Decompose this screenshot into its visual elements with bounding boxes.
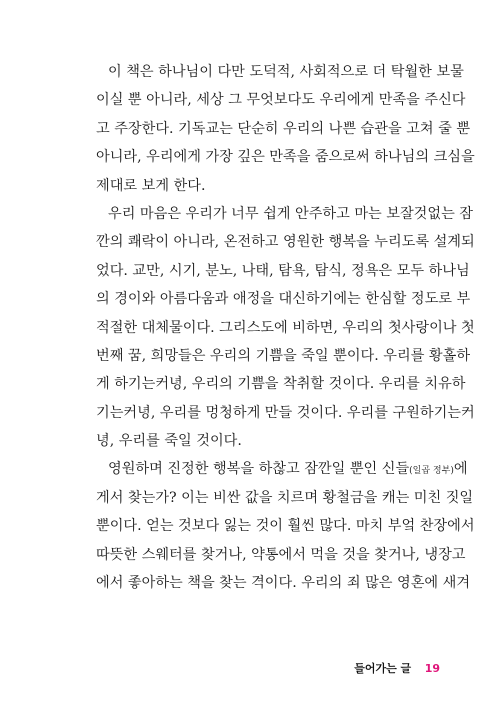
text-line: 에서 좋아하는 책을 찾는 격이다. 우리의 죄 많은 영혼에 새겨 — [96, 575, 471, 592]
body-text — [96, 58, 475, 597]
text-line: 이실 뿐 아니라, 세상 그 무엇보다도 우리에게 만족을 주신다 — [96, 92, 466, 109]
text-line: 었다. 교만, 시기, 분노, 나태, 탐욕, 탐식, 정욕은 모두 하나님 — [96, 262, 470, 279]
page-footer — [354, 660, 440, 676]
text-line: 따뜻한 스웨터를 찾거나, 약통에서 먹을 것을 찾거나, 냉장고 — [96, 546, 466, 563]
text-line: 뿐이다. 얻는 것보다 잃는 것이 훨씬 많다. 마치 부엌 찬장에서 — [96, 518, 475, 535]
section-title: 들어가는 글 — [354, 662, 412, 675]
text-line: 번째 꿈, 희망들은 우리의 기쁨을 죽일 뿐이다. 우리를 황홀하 — [96, 347, 471, 364]
text-line: 게 하기는커녕, 우리의 기쁨을 착취할 것이다. 우리를 치유하 — [96, 376, 466, 393]
text-line: 고 주장한다. 기독교는 단순히 우리의 나쁜 습관을 고쳐 줄 뿐 — [96, 120, 471, 137]
text-line: 기는커녕, 우리를 멍청하게 만들 것이다. 우리를 구원하기는커 — [96, 404, 475, 421]
text-line: 의 경이와 아름다움과 애정을 대신하기에는 한심할 정도로 부 — [96, 291, 471, 308]
text-segment: 영원하며 진정한 행복을 하찮고 잠깐일 뿐인 신들 — [108, 461, 410, 478]
text-line: 제대로 보게 한다. — [96, 177, 206, 194]
annotation-note: (일곱 정부) — [409, 466, 454, 477]
text-line: 녕, 우리를 죽일 것이다. — [96, 433, 242, 450]
text-line: 게서 찾는가? 이는 비싼 값을 치르며 황철금을 캐는 미친 짓일 — [96, 489, 474, 506]
text-segment: 에 — [453, 461, 468, 478]
text-line: 이 책은 하나님이 다만 도덕적, 사회적으로 더 탁월한 보물 — [108, 64, 464, 80]
text-line: 적절한 대체물이다. 그리스도에 비하면, 우리의 첫사랑이나 첫 — [96, 319, 475, 336]
page-number: 19 — [424, 662, 440, 675]
text-line — [96, 455, 468, 483]
text-line: 깐의 쾌락이 아니라, 온전하고 영원한 행복을 누리도록 설계되 — [96, 234, 475, 251]
text-line: 우리 마음은 우리가 너무 쉽게 안주하고 마는 보잘것없는 잠 — [108, 205, 474, 222]
text-line: 아니라, 우리에게 가장 깊은 만족을 줌으로써 하나님의 크심을 — [96, 149, 475, 166]
